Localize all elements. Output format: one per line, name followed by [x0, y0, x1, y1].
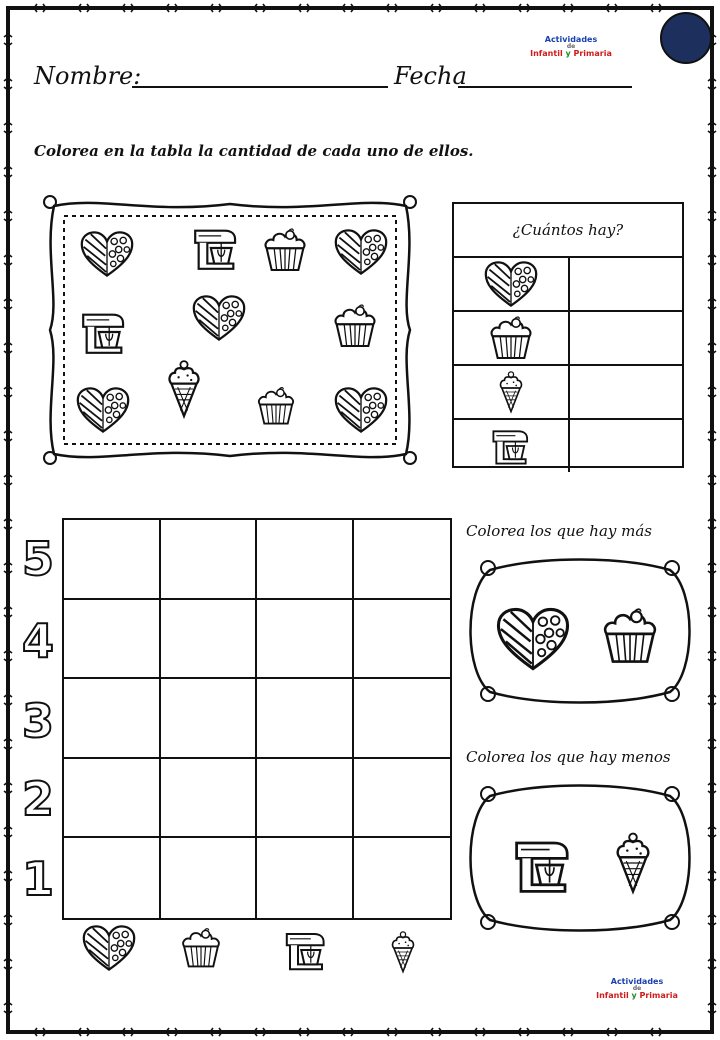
grid-cell[interactable]	[257, 679, 354, 759]
border-tick	[254, 1028, 266, 1036]
y-number-2: 2	[21, 772, 54, 826]
border-tick	[708, 342, 716, 354]
grid-cell[interactable]	[257, 600, 354, 680]
grid-cell[interactable]	[354, 838, 451, 918]
border-tick	[166, 1028, 178, 1036]
border-tick	[708, 210, 716, 222]
icecream-icon	[166, 352, 202, 426]
heart-icon	[80, 230, 134, 278]
heart-icon	[484, 260, 538, 308]
heart-icon	[82, 924, 136, 972]
border-tick	[708, 826, 716, 838]
logo-bottom-line1: Actividades	[610, 977, 664, 986]
border-tick	[4, 474, 12, 486]
border-tick	[708, 914, 716, 926]
border-tick	[4, 34, 12, 46]
icecream-icon	[498, 368, 524, 416]
cupcake-icon	[486, 314, 536, 362]
border-tick	[298, 4, 310, 12]
border-tick	[4, 166, 12, 178]
border-tick	[4, 122, 12, 134]
border-tick	[4, 870, 12, 882]
grid-cell[interactable]	[161, 759, 258, 839]
border-tick	[342, 1028, 354, 1036]
border-tick	[342, 4, 354, 12]
heart-icon	[76, 386, 130, 434]
border-tick	[122, 1028, 134, 1036]
instruction-more: Colorea los que hay más	[466, 522, 653, 540]
mixer-icon	[78, 306, 130, 358]
border-tick	[4, 694, 12, 706]
grid-cell[interactable]	[64, 600, 161, 680]
border-tick	[4, 342, 12, 354]
border-tick	[474, 4, 486, 12]
border-tick	[708, 78, 716, 90]
border-tick	[430, 4, 442, 12]
table-row	[454, 420, 682, 472]
border-tick	[78, 4, 90, 12]
mixer-icon	[190, 222, 242, 274]
name-field[interactable]	[132, 86, 388, 88]
grid-cell[interactable]	[257, 759, 354, 839]
border-tick	[708, 738, 716, 750]
border-tick	[386, 1028, 398, 1036]
grid-cell[interactable]	[64, 838, 161, 918]
cupcake-icon[interactable]	[598, 604, 662, 668]
border-tick	[4, 650, 12, 662]
border-tick	[708, 430, 716, 442]
table-row	[454, 258, 682, 312]
grid-cell[interactable]	[64, 679, 161, 759]
border-tick	[708, 122, 716, 134]
border-tick	[166, 4, 178, 12]
logo-bottom-line2: de	[632, 985, 642, 992]
y-number-5: 5	[21, 532, 54, 586]
heart-icon[interactable]	[496, 606, 570, 672]
grid-cell[interactable]	[354, 759, 451, 839]
border-tick	[4, 562, 12, 574]
name-label: Nombre:	[34, 62, 142, 90]
count-table-header: ¿Cuántos hay?	[454, 204, 682, 258]
border-tick	[606, 1028, 618, 1036]
border-tick	[708, 606, 716, 618]
border-tick	[708, 254, 716, 266]
border-tick	[708, 386, 716, 398]
border-tick	[4, 782, 12, 794]
logo-y: y	[565, 49, 571, 58]
date-label: Fecha	[394, 62, 467, 90]
instruction-main: Colorea en la tabla la cantidad de cada uno de ellos.	[34, 142, 474, 160]
border-tick	[650, 1028, 662, 1036]
border-tick	[708, 694, 716, 706]
y-number-3: 3	[21, 694, 54, 748]
less-frame	[460, 776, 700, 940]
border-tick	[708, 1002, 716, 1014]
border-tick	[708, 562, 716, 574]
round-badge-icon	[660, 12, 712, 64]
border-tick	[708, 650, 716, 662]
border-tick	[210, 1028, 222, 1036]
border-tick	[4, 386, 12, 398]
y-number-4: 4	[21, 614, 54, 668]
logo-bottom-infantil: Infantil	[596, 991, 629, 1000]
border-tick	[298, 1028, 310, 1036]
logo-infantil: Infantil	[530, 49, 563, 58]
mixer-icon	[282, 926, 330, 974]
icecream-icon[interactable]	[614, 826, 652, 900]
border-tick	[4, 826, 12, 838]
border-tick	[650, 4, 662, 12]
border-tick	[34, 1028, 46, 1036]
logo-line2: de	[566, 43, 576, 50]
border-tick	[708, 870, 716, 882]
border-tick	[254, 4, 266, 12]
border-tick	[708, 298, 716, 310]
logo-primaria: Primaria	[573, 49, 612, 58]
border-tick	[430, 1028, 442, 1036]
logo-bottom-primaria: Primaria	[639, 991, 678, 1000]
border-tick	[210, 4, 222, 12]
border-tick	[4, 914, 12, 926]
logo	[526, 36, 616, 58]
border-tick	[4, 1002, 12, 1014]
bar-graph-grid	[62, 518, 452, 920]
cupcake-icon	[260, 226, 310, 274]
date-field[interactable]	[458, 86, 632, 88]
grid-cell[interactable]	[354, 600, 451, 680]
cupcake-icon	[330, 302, 380, 350]
logo-bottom-y: y	[631, 991, 637, 1000]
border-tick	[4, 78, 12, 90]
answer-cell-icecream[interactable]	[570, 366, 682, 418]
border-tick	[4, 518, 12, 530]
answer-cell-heart[interactable]	[570, 258, 682, 310]
border-tick	[386, 4, 398, 12]
border-tick	[4, 606, 12, 618]
logo-line1: Actividades	[544, 35, 598, 44]
border-tick	[4, 298, 12, 310]
border-tick	[4, 430, 12, 442]
grid-cell[interactable]	[161, 838, 258, 918]
grid-cell[interactable]	[257, 838, 354, 918]
grid-cell[interactable]	[161, 679, 258, 759]
grid-cell[interactable]	[354, 679, 451, 759]
border-tick	[708, 782, 716, 794]
grid-cell[interactable]	[64, 520, 161, 600]
border-tick	[562, 4, 574, 12]
border-tick	[562, 1028, 574, 1036]
grid-cell[interactable]	[161, 520, 258, 600]
border-tick	[4, 210, 12, 222]
mixer-icon[interactable]	[510, 832, 576, 898]
border-tick	[606, 4, 618, 12]
heart-icon	[192, 294, 246, 342]
border-tick	[708, 958, 716, 970]
y-number-1: 1	[21, 852, 54, 906]
border-tick	[122, 4, 134, 12]
table-row	[454, 312, 682, 366]
grid-cell[interactable]	[161, 600, 258, 680]
border-tick	[4, 958, 12, 970]
answer-cell-mixer[interactable]	[570, 420, 682, 472]
grid-cell[interactable]	[354, 520, 451, 600]
grid-cell[interactable]	[64, 759, 161, 839]
border-tick	[708, 166, 716, 178]
table-row	[454, 366, 682, 420]
mixer-icon	[489, 424, 533, 468]
heart-icon	[334, 228, 388, 276]
cupcake-icon	[254, 384, 298, 428]
logo-bottom	[594, 978, 680, 1000]
heart-icon	[334, 386, 388, 434]
border-tick	[474, 1028, 486, 1036]
border-tick	[518, 1028, 530, 1036]
border-tick	[4, 738, 12, 750]
cupcake-icon	[178, 924, 224, 972]
grid-cell[interactable]	[257, 520, 354, 600]
count-table	[452, 202, 684, 468]
instruction-less: Colorea los que hay menos	[466, 748, 671, 766]
border-tick	[78, 1028, 90, 1036]
border-tick	[34, 4, 46, 12]
border-tick	[518, 4, 530, 12]
icecream-icon	[390, 926, 416, 978]
border-tick	[4, 254, 12, 266]
answer-cell-cupcake[interactable]	[570, 312, 682, 364]
border-tick	[708, 518, 716, 530]
border-tick	[708, 474, 716, 486]
